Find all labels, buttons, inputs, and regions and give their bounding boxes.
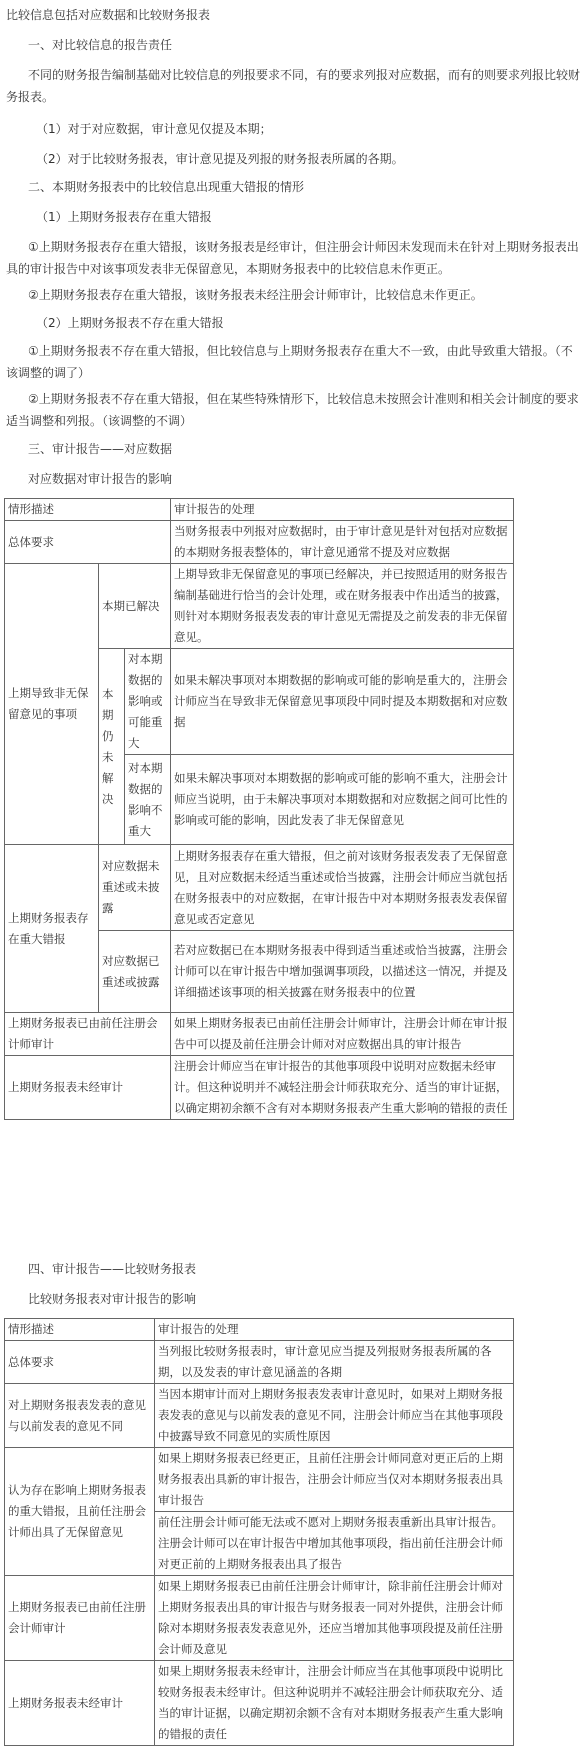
table-cell: 上期财务报表存在重大错报，但之前对该财务报表发表了无保留意见，且对应数据未经适当重述或恰当披露，注册会计师应当就包括在财务报表中的对应数据，在审计报告中对本期财务报表发表保留意见或否定意见: [171, 845, 514, 931]
table-cell: 对应数据已重述或披露: [99, 931, 171, 1013]
table-header-cell: 审计报告的处理: [171, 499, 514, 521]
section-2-case-4: ②上期财务报表不存在重大错报，但在某些特殊情形下，比较信息未按照会计准则和相关会计制度的要求适当调整和列报。（该调整的不调）: [6, 392, 579, 428]
table-cell: 上期财务报表未经审计: [5, 1056, 171, 1120]
table-header-cell: 情形描述: [5, 1319, 155, 1341]
table-cell: 上期财务报表已由前任注册会计师审计: [5, 1013, 171, 1056]
table-cell: 对本期数据的影响不重大: [125, 755, 171, 845]
table-cell: 当列报比较财务报表时，审计意见应当提及列报财务报表所属的各期，以及发表的审计意见涵盖的各期: [155, 1341, 514, 1384]
table-cell: 注册会计师应当在审计报告的其他事项段中说明对应数据未经审计。但这种说明并不减轻注册会计师获取充分、适当的审计证据，以确定期初余额不含有对本期财务报表产生重大影响的错报的责任: [171, 1056, 514, 1120]
table-row: [5, 845, 514, 931]
section-2-case-1: ①上期财务报表存在重大错报，该财务报表是经审计，但注册会计师因未发现而未在针对上期财务报表出具的审计报告中对该事项发表非无保留意见，本期财务报表中的比较信息未作更正。: [6, 240, 579, 276]
table-cell: 当因本期审计而对上期财务报表发表审计意见时，如果对上期财务报表发表的意见与以前发表的意见不同，注册会计师应当在其他事项段中披露导致不同意见的实质性原因: [155, 1384, 514, 1448]
table-cell: 对应数据未重述或未披露: [99, 845, 171, 931]
section-4-heading: 四、审计报告——比较财务报表: [28, 1262, 197, 1276]
section-1-item-1: （1）对于对应数据，审计意见仅提及本期；: [36, 122, 272, 136]
table-header-row: [5, 499, 514, 521]
section-2-case-2: ②上期财务报表存在重大错报，该财务报表未经注册会计师审计，比较信息未作更正。: [28, 288, 483, 302]
table-cell: 总体要求: [5, 1341, 155, 1384]
table-header-cell: 情形描述: [5, 499, 171, 521]
corresponding-data-table: [4, 498, 514, 1120]
section-2-sub-1: （1）上期财务报表存在重大错报: [36, 210, 212, 224]
table-cell: 前任注册会计师可能无法或不愿对上期财务报表重新出具审计报告。注册会计师可以在审计报告中增加其他事项段，指出前任注册会计师对更正前的上期财务报表出具了报告: [155, 1512, 514, 1576]
table-cell: 对本期数据的影响或可能重大: [125, 649, 171, 755]
table-cell: 上期导致非无保留意见的事项已经解决，并已按照适用的财务报告编制基础进行恰当的会计处理，或在财务报表中作出适当的披露，则针对本期财务报表发表的审计意见无需提及之前发表的非无保留意见。: [171, 564, 514, 649]
table-cell: 如果上期财务报表已经更正，且前任注册会计师同意对更正后的上期财务报表出具新的审计报告，注册会计师应当仅对本期财务报表出具审计报告: [155, 1448, 514, 1512]
table-cell: 本期已解决: [99, 564, 171, 649]
section-1-heading: 一、对比较信息的报告责任: [28, 38, 173, 52]
section-2-heading: 二、本期财务报表中的比较信息出现重大错报的情形: [28, 180, 305, 194]
section-2-case-3: ①上期财务报表不存在重大错报，但比较信息与上期财务报表存在重大不一致，由此导致重大错报。（不该调整的调了）: [6, 344, 573, 380]
table-cell: 若对应数据已在本期财务报表中得到适当重述或恰当披露，注册会计师可以在审计报告中增加强调事项段，以描述这一情况，并提及详细描述该事项的相关披露在财务报表中的位置: [171, 931, 514, 1013]
comparative-statements-table: [4, 1318, 514, 1746]
table-cell: 当财务报表中列报对应数据时，由于审计意见是针对包括对应数据的本期财务报表整体的，审计意见通常不提及对应数据: [171, 521, 514, 564]
table-cell: 如果未解决事项对本期数据的影响或可能的影响是重大的，注册会计师应当在导致非无保留意见事项段中同时提及本期数据和对应数据: [171, 649, 514, 755]
section-4-caption: 比较财务报表对审计报告的影响: [28, 1292, 197, 1306]
table-cell: 对上期财务报表发表的意见与以前发表的意见不同: [5, 1384, 155, 1448]
table-row: [5, 1576, 514, 1661]
table-cell: 如果上期财务报表未经审计，注册会计师应当在其他事项段中说明比较财务报表未经审计。但这种说明并不减轻注册会计师获取充分、适当的审计证据，以确定期初余额不含有对本期财务报表产生重大影响的错报的责任: [155, 1661, 514, 1746]
section-3-heading: 三、审计报告——对应数据: [28, 442, 173, 456]
section-1-item-2: （2）对于比较财务报表，审计意见提及列报的财务报表所属的各期。: [36, 152, 404, 166]
document-title: 比较信息包括对应数据和比较财务报表: [6, 8, 211, 22]
table-cell: 上期财务报表未经审计: [5, 1661, 155, 1746]
table-cell: 上期导致非无保留意见的事项: [5, 564, 99, 845]
table-header-row: [5, 1319, 514, 1341]
table-row: [5, 1013, 514, 1056]
table-cell: 如果上期财务报表已由前任注册会计师审计，除非前任注册会计师对上期财务报表出具的审计报告与财务报表一同对外提供，注册会计师除对本期财务报表发表意见外，还应当增加其他事项段提及前任注册会计师及意见: [155, 1576, 514, 1661]
table-row: [5, 521, 514, 564]
section-3-caption: 对应数据对审计报告的影响: [28, 472, 173, 486]
table-cell: 如果未解决事项对本期数据的影响或可能的影响不重大，注册会计师应当说明，由于未解决事项对本期数据和对应数据之间可比性的影响或可能的影响，因此发表了非无保留意见: [171, 755, 514, 845]
table-cell: 上期财务报表已由前任注册会计师审计: [5, 1576, 155, 1661]
table-cell: 上期财务报表存在重大错报: [5, 845, 99, 1013]
table-row: [5, 1661, 514, 1746]
section-2-sub-2: （2）上期财务报表不存在重大错报: [36, 316, 224, 330]
table-cell: 本期仍未解决: [99, 649, 125, 845]
table-cell: 总体要求: [5, 521, 171, 564]
section-1-paragraph: 不同的财务报告编制基础对比较信息的列报要求不同，有的要求列报对应数据，而有的则要求列报比较财务报表。: [6, 68, 581, 104]
table-cell: 如果上期财务报表已由前任注册会计师审计，注册会计师在审计报告中可以提及前任注册会计师对对应数据出具的审计报告: [171, 1013, 514, 1056]
table-header-cell: 审计报告的处理: [155, 1319, 514, 1341]
table-row: [5, 1448, 514, 1512]
table-cell: 认为存在影响上期财务报表的重大错报，且前任注册会计师出具了无保留意见: [5, 1448, 155, 1576]
table-row: [5, 564, 514, 649]
table-row: [5, 1341, 514, 1384]
table-row: [5, 1056, 514, 1120]
table-row: [5, 1384, 514, 1448]
